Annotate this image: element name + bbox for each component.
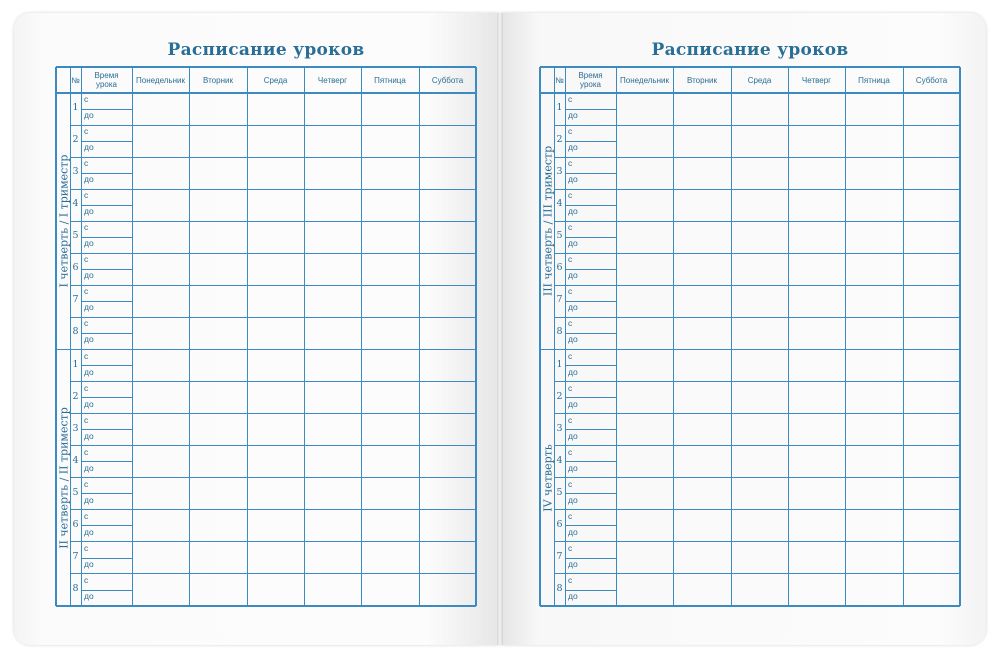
column-header: Четверг (317, 75, 348, 85)
left-schedule-table (56, 67, 476, 606)
lesson-number: 2 (72, 134, 79, 146)
time-from-label: с (568, 190, 573, 201)
time-from-label: с (568, 286, 573, 297)
lesson-number: 2 (72, 390, 79, 402)
time-to-label: до (84, 462, 94, 473)
left-page-title: Расписание уроков (167, 40, 365, 60)
time-to-label: до (568, 110, 578, 121)
grid-line-vertical (247, 67, 248, 606)
time-to-label: до (568, 238, 578, 249)
time-from-label: с (84, 542, 89, 553)
lesson-number: 5 (72, 230, 79, 242)
time-to-label: до (568, 430, 578, 441)
column-header-time: Время урока (94, 71, 119, 89)
lesson-number: 7 (556, 294, 563, 306)
time-to-label: до (568, 462, 578, 473)
grid-line-horizontal (70, 541, 476, 542)
time-to-label: до (84, 270, 94, 281)
time-from-label: с (84, 350, 89, 361)
grid-line-horizontal (70, 413, 476, 414)
grid-line-horizontal (554, 221, 960, 222)
time-from-label: с (84, 126, 89, 137)
grid-line-vertical (539, 67, 540, 606)
column-header: Пятница (374, 75, 406, 85)
time-from-label: с (568, 446, 573, 457)
lesson-number: 7 (72, 294, 79, 306)
time-from-label: с (568, 574, 573, 585)
column-header: Понедельник (136, 75, 185, 85)
lesson-number: 1 (72, 102, 79, 114)
quarter-label: II четверть / II триместр (57, 406, 71, 549)
time-from-label: с (84, 318, 89, 329)
grid-line-horizontal (70, 509, 476, 510)
grid-line-horizontal (554, 413, 960, 414)
grid-line-vertical (475, 67, 476, 606)
time-to-label: до (84, 526, 94, 537)
grid-line-horizontal (70, 157, 476, 158)
right-page-title: Расписание уроков (651, 40, 849, 60)
lesson-number: 5 (556, 230, 563, 242)
grid-line-horizontal (554, 285, 960, 286)
time-from-label: с (84, 286, 89, 297)
grid-line-horizontal (70, 317, 476, 318)
time-to-label: до (84, 366, 94, 377)
quarter-label: IV четверть (541, 444, 555, 512)
lesson-number: 4 (72, 198, 79, 210)
grid-line-horizontal (554, 477, 960, 478)
time-to-label: до (568, 270, 578, 281)
lesson-number: 1 (556, 102, 563, 114)
lesson-number: 2 (556, 390, 563, 402)
grid-line-horizontal (56, 605, 476, 606)
grid-line-horizontal (554, 253, 960, 254)
time-to-label: до (568, 526, 578, 537)
grid-line-vertical (845, 67, 846, 606)
grid-line-vertical (304, 67, 305, 606)
notebook-spine (497, 13, 503, 645)
column-header: Суббота (915, 75, 948, 85)
time-to-label: до (568, 398, 578, 409)
lesson-number: 3 (72, 422, 79, 434)
grid-line-horizontal (554, 381, 960, 382)
lesson-number: 1 (556, 358, 563, 370)
quarter-label: I четверть / I триместр (57, 154, 71, 288)
lesson-number: 5 (72, 486, 79, 498)
time-to-label: до (84, 494, 94, 505)
time-to-label: до (568, 206, 578, 217)
grid-line-vertical (189, 67, 190, 606)
column-header: Суббота (431, 75, 464, 85)
time-from-label: с (568, 158, 573, 169)
time-to-label: до (568, 366, 578, 377)
lesson-number: 6 (72, 262, 79, 274)
grid-line-vertical (731, 67, 732, 606)
time-to-label: до (84, 302, 94, 313)
time-to-label: до (84, 142, 94, 153)
time-to-label: до (84, 174, 94, 185)
time-to-label: до (568, 590, 578, 601)
lesson-number: 5 (556, 486, 563, 498)
time-to-label: до (84, 558, 94, 569)
grid-line-horizontal (70, 253, 476, 254)
grid-line-horizontal (70, 573, 476, 574)
column-header: Понедельник (620, 75, 669, 85)
time-to-label: до (568, 174, 578, 185)
time-from-label: с (568, 254, 573, 265)
lesson-number: 8 (72, 326, 79, 338)
column-header: Четверг (801, 75, 832, 85)
lesson-number: 8 (556, 326, 563, 338)
lesson-number: 4 (556, 454, 563, 466)
column-header-time: Время урока (578, 71, 603, 89)
grid-line-horizontal (554, 125, 960, 126)
lesson-number: 4 (72, 454, 79, 466)
time-from-label: с (84, 158, 89, 169)
lesson-number: 3 (556, 166, 563, 178)
time-from-label: с (84, 382, 89, 393)
lesson-number: 1 (72, 358, 79, 370)
time-to-label: до (568, 142, 578, 153)
grid-line-vertical (419, 67, 420, 606)
time-to-label: до (568, 334, 578, 345)
grid-line-horizontal (70, 477, 476, 478)
time-to-label: до (84, 398, 94, 409)
time-from-label: с (84, 574, 89, 585)
time-from-label: с (568, 126, 573, 137)
grid-line-vertical (55, 67, 56, 606)
time-to-label: до (84, 238, 94, 249)
time-to-label: до (84, 430, 94, 441)
grid-line-horizontal (56, 349, 476, 351)
grid-line-horizontal (540, 349, 960, 351)
grid-line-horizontal (554, 573, 960, 574)
column-header: Среда (263, 75, 288, 85)
grid-line-horizontal (540, 605, 960, 606)
lesson-number: 4 (556, 198, 563, 210)
grid-line-horizontal (70, 381, 476, 382)
grid-line-horizontal (70, 125, 476, 126)
time-from-label: с (84, 478, 89, 489)
time-from-label: с (84, 190, 89, 201)
lesson-number: 8 (72, 582, 79, 594)
time-from-label: с (84, 94, 89, 104)
lesson-number: 6 (556, 262, 563, 274)
grid-line-horizontal (554, 541, 960, 542)
time-from-label: с (84, 446, 89, 457)
time-to-label: до (84, 590, 94, 601)
time-to-label: до (568, 494, 578, 505)
time-to-label: до (84, 206, 94, 217)
right-schedule-table (540, 67, 960, 606)
grid-line-horizontal (70, 221, 476, 222)
column-header: Вторник (203, 75, 233, 85)
grid-line-horizontal (554, 445, 960, 446)
lesson-number: 6 (556, 518, 563, 530)
grid-line-vertical (673, 67, 674, 606)
time-from-label: с (84, 510, 89, 521)
grid-line-horizontal (554, 189, 960, 190)
time-to-label: до (568, 558, 578, 569)
time-to-label: до (84, 110, 94, 121)
grid-line-horizontal (70, 189, 476, 190)
grid-line-vertical (788, 67, 789, 606)
time-from-label: с (84, 414, 89, 425)
grid-line-horizontal (554, 509, 960, 510)
time-from-label: с (568, 350, 573, 361)
quarter-label: III четверть / III триместр (541, 146, 555, 297)
grid-line-horizontal (70, 285, 476, 286)
column-header: Вторник (687, 75, 717, 85)
time-from-label: с (84, 254, 89, 265)
time-from-label: с (568, 318, 573, 329)
lesson-number: 3 (72, 166, 79, 178)
time-from-label: с (568, 414, 573, 425)
grid-line-vertical (903, 67, 904, 606)
column-header: № (555, 75, 564, 85)
time-to-label: до (84, 334, 94, 345)
grid-line-horizontal (70, 445, 476, 446)
grid-line-horizontal (554, 317, 960, 318)
column-header: Среда (747, 75, 772, 85)
time-from-label: с (84, 222, 89, 233)
lesson-number: 7 (556, 550, 563, 562)
time-to-label: до (568, 302, 578, 313)
lesson-number: 8 (556, 582, 563, 594)
time-from-label: с (568, 382, 573, 393)
lesson-number: 2 (556, 134, 563, 146)
lesson-number: 3 (556, 422, 563, 434)
time-from-label: с (568, 478, 573, 489)
time-from-label: с (568, 94, 573, 104)
lesson-number: 7 (72, 550, 79, 562)
column-header: Пятница (858, 75, 890, 85)
column-header: № (71, 75, 80, 85)
grid-line-vertical (959, 67, 960, 606)
lesson-number: 6 (72, 518, 79, 530)
time-from-label: с (568, 510, 573, 521)
grid-line-vertical (361, 67, 362, 606)
time-from-label: с (568, 542, 573, 553)
grid-line-horizontal (554, 157, 960, 158)
time-from-label: с (568, 222, 573, 233)
